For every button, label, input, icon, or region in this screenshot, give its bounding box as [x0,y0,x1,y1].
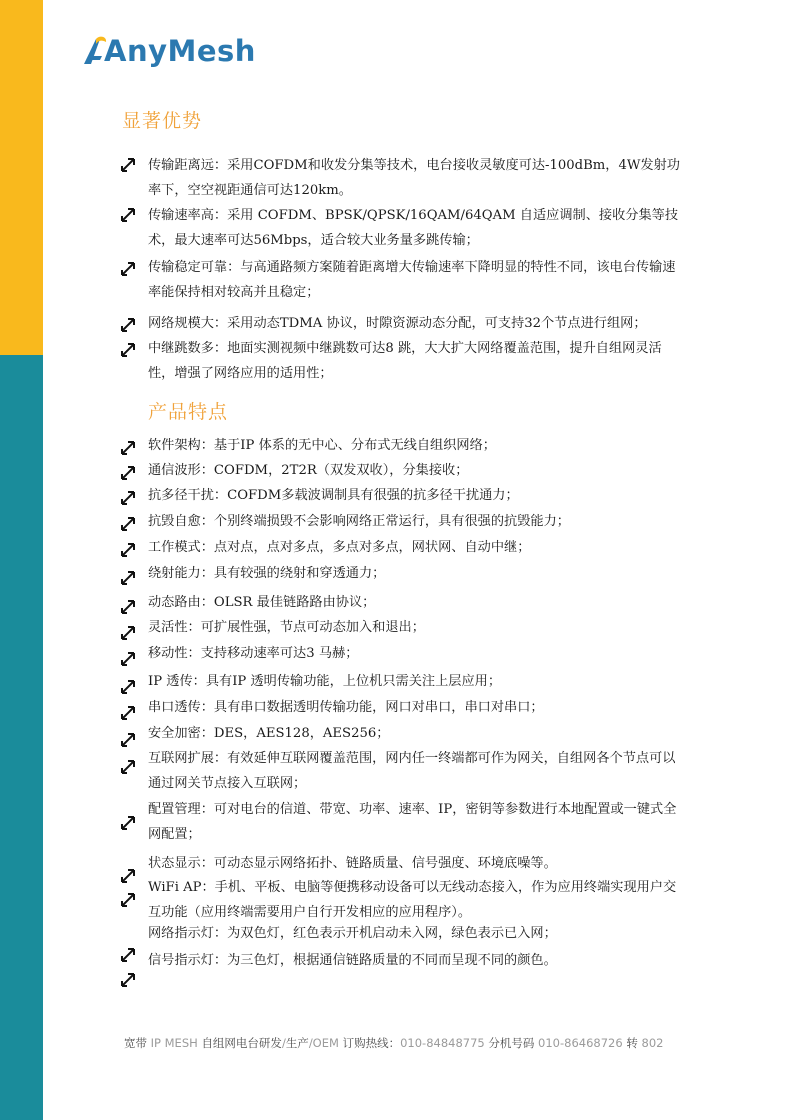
list-item-text: 工作模式：点对点，点对多点，多点对多点，网状网、自动中继； [148,540,531,555]
footer-text: 订购热线： [342,1036,401,1050]
diagonal-double-arrow-icon [120,892,136,908]
section-title-features: 产品特点 [148,401,229,423]
diagonal-double-arrow-icon [120,679,136,695]
footer-extension: 802 [641,1036,664,1050]
list-item-text: 串口透传：具有串口数据透明传输功能，网口对串口，串口对串口； [148,700,544,715]
diagonal-double-arrow-icon [120,542,136,558]
list-item-text: 互联网扩展：有效延伸互联网覆盖范围，网内任一终端都可作为网关，自组网各个节点可以通过网关节点接入互联网； [148,751,676,791]
diagonal-double-arrow-icon [120,207,136,223]
list-item-text: 传输距离远：采用COFDM和收发分集等技术，电台接收灵敏度可达-100dBm，4W发射功率下，空空视距通信可达120km。 [148,158,680,198]
list-item-text: 传输速率高：采用 COFDM、BPSK/QPSK/16QAM/64QAM 自适应调制、接收分集等技术，最大速率可达56Mbps，适合较大业务量多跳传输； [148,208,679,248]
side-band-teal [0,355,43,1120]
list-item-text: 传输稳定可靠：与高通路频方案随着距离增大传输速率下降明显的特性不同，该电台传输速率能保持相对较高并且稳定； [148,260,676,300]
diagonal-double-arrow-icon [120,490,136,506]
footer [124,1035,684,1051]
footer-text: IP MESH [150,1036,198,1050]
diagonal-double-arrow-icon [120,759,136,775]
diagonal-double-arrow-icon [120,868,136,884]
footer-text: 宽带 [124,1036,147,1050]
diagonal-double-arrow-icon [120,570,136,586]
list-item-text: 移动性：支持移动速率可达3 马赫； [148,646,359,661]
footer-text: / [281,1036,286,1050]
section-title-advantages: 显著优势 [122,110,203,132]
list-item-text: 安全加密：DES，AES128，AES256； [148,726,390,741]
diagonal-double-arrow-icon [120,947,136,963]
footer-text: 生产 [285,1036,309,1050]
diagonal-double-arrow-icon [120,651,136,667]
list-item-text: 灵活性：可扩展性强，节点可动态加入和退出； [148,620,425,635]
footer-text: 自组网电台研发 [201,1036,282,1050]
footer-phone: 010-86468726 [538,1036,623,1050]
diagonal-double-arrow-icon [120,317,136,333]
list-item-text: 动态路由：OLSR 最佳链路路由协议； [148,595,376,610]
side-band-yellow [0,0,43,355]
list-item-text: IP 透传：具有IP 透明传输功能，上位机只需关注上层应用； [148,674,502,689]
diagonal-double-arrow-icon [120,465,136,481]
list-item-text: 状态显示：可动态显示网络拓扑、链路质量、信号强度、环境底噪等。 [148,856,557,871]
diagonal-double-arrow-icon [120,625,136,641]
diagonal-double-arrow-icon [120,815,136,831]
logo-text: AnyMesh [104,34,256,68]
list-item-text: 中继跳数多：地面实测视频中继跳数可达8 跳，大大扩大网络覆盖范围，提升自组网灵活性，增强了网络应用的适用性； [148,341,662,381]
diagonal-double-arrow-icon [120,516,136,532]
footer-text: /OEM [308,1036,339,1050]
list-item-text: 信号指示灯：为三色灯，根据通信链路质量的不同而呈现不同的颜色。 [148,953,557,968]
diagonal-double-arrow-icon [120,972,136,988]
list-item-text: 通信波形：COFDM，2T2R（双发双收），分集接收； [148,463,469,478]
diagonal-double-arrow-icon [120,157,136,173]
list-item-text: 网络指示灯：为双色灯，红色表示开机启动未入网，绿色表示已入网； [148,926,557,941]
footer-phone: 010-84848775 [400,1036,485,1050]
diagonal-double-arrow-icon [120,705,136,721]
list-item-text: 配置管理：可对电台的信道、带宽、功率、速率、IP，密钥等参数进行本地配置或一键式全网配置； [148,802,677,842]
footer-text: 分机号码 [488,1036,535,1050]
diagonal-double-arrow-icon [120,261,136,277]
footer-text: 转 [626,1036,638,1050]
diagonal-double-arrow-icon [120,440,136,456]
list-item-text: 绕射能力：具有较强的绕射和穿透通力； [148,566,386,581]
list-item-text: WiFi AP：手机、平板、电脑等便携移动设备可以无线动态接入，作为应用终端实现用户交互功能（应用终端需要用户自行开发相应的应用程序）。 [148,880,677,920]
diagonal-double-arrow-icon [120,342,136,358]
list-item-text: 软件架构：基于IP 体系的无中心、分布式无线自组织网络； [148,438,496,453]
list-item-text: 抗毁自愈：个别终端损毁不会影响网络正常运行，具有很强的抗毁能力； [148,514,570,529]
diagonal-double-arrow-icon [120,732,136,748]
list-item-text: 网络规模大：采用动态TDMA 协议，时隙资源动态分配，可支持32个节点进行组网； [148,316,647,331]
diagonal-double-arrow-icon [120,599,136,615]
list-item-text: 抗多径干扰：COFDM多载波调制具有很强的抗多径干扰通力； [148,488,519,503]
